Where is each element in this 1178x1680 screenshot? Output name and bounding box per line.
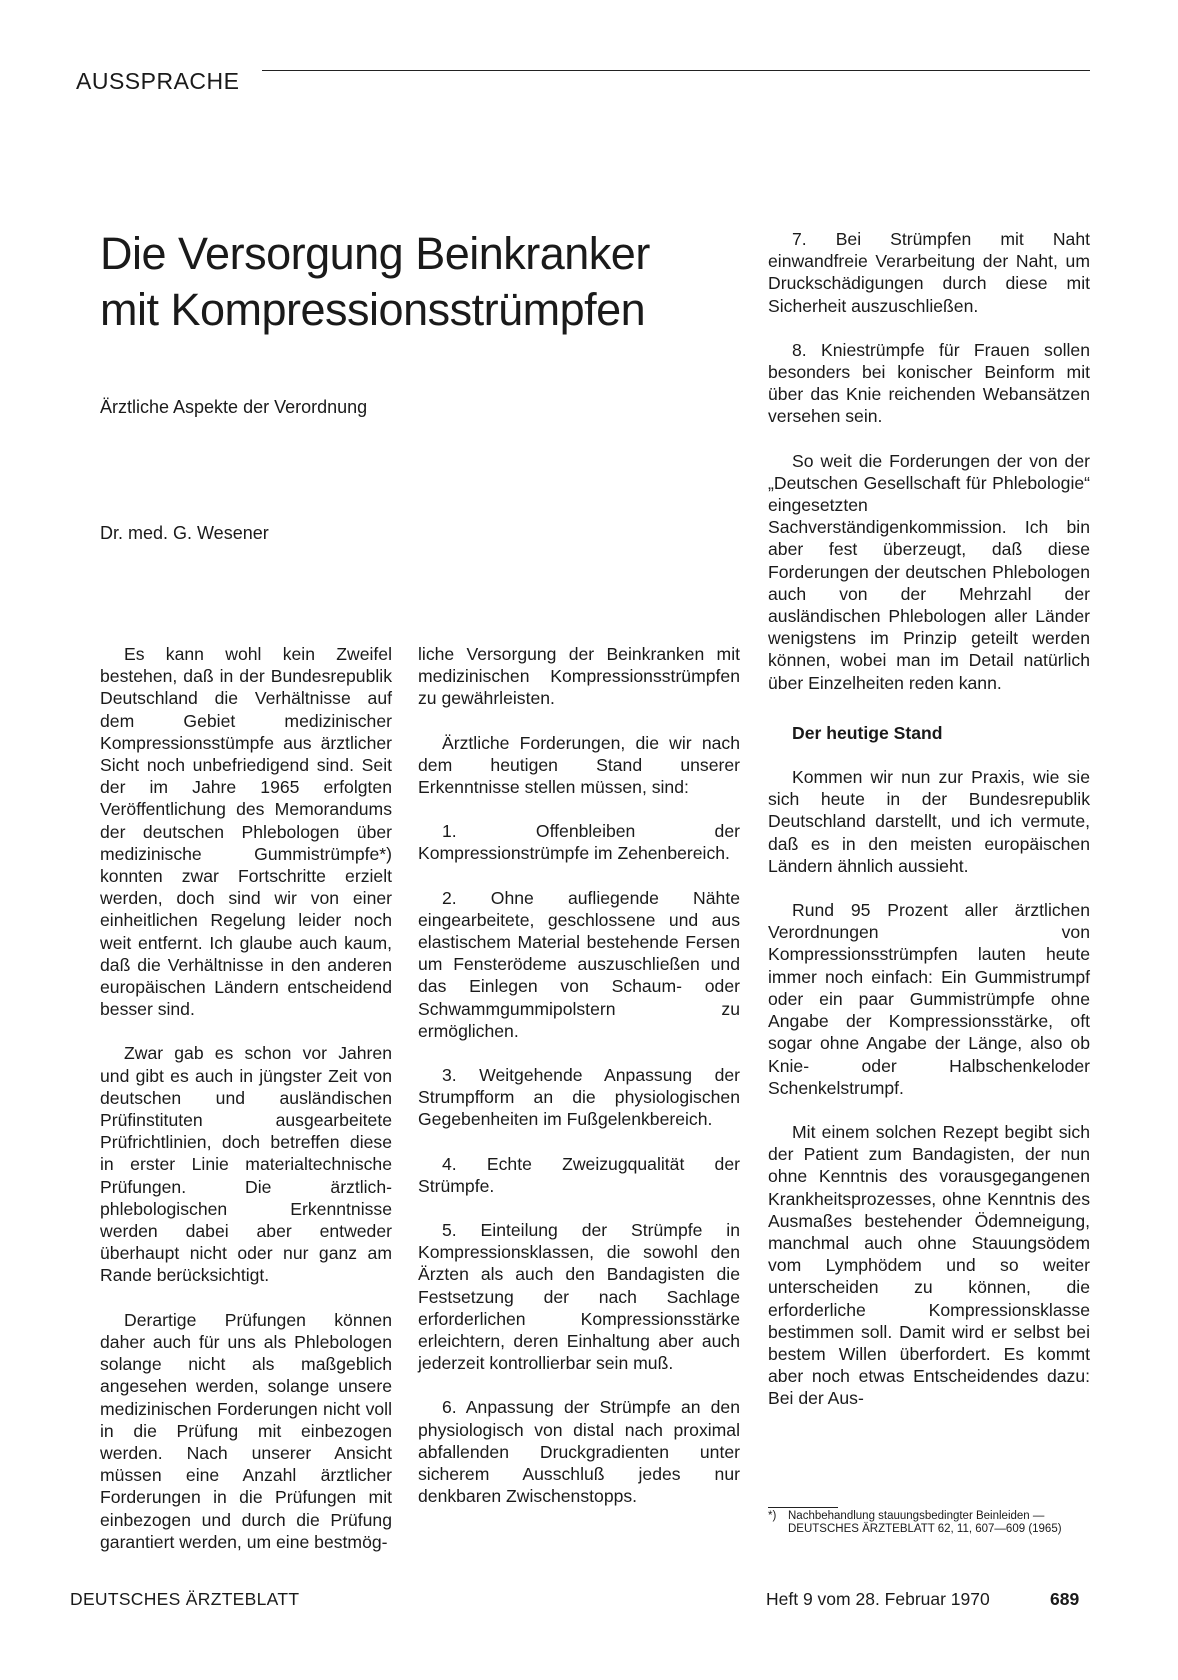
list-item: 1. Offenbleiben der Kompressionstrümpfe im Zehenbereich. <box>418 821 740 864</box>
list-item: 5. Einteilung der Strümpfe in Kompressionsklassen, die sowohl den Ärzten als auch den Bandagisten die Festsetzung der nach Sachlage erforderlichen Kompressionsstärke erleichtern, deren Einhaltung aber auch jederzeit kontrollierbar sein muß. <box>418 1220 740 1374</box>
page-number: 689 <box>1050 1589 1080 1609</box>
paragraph: Derartige Prüfungen können daher auch für uns als Phlebologen solange nicht als maßgeblich angesehen werden, solange unsere medizinischen Forderungen nicht voll in die Prüfung mit einbezogen werden. Nach unserer Ansicht müssen eine Anzahl ärztlicher Forderungen in die Prüfungen mit einbezogen und durch die Prüfung garantiert werden, um eine bestmög- <box>100 1309 392 1552</box>
paragraph: Zwar gab es schon vor Jahren und gibt es auch in jüngster Zeit von deutschen und ausländischen Prüfinstituten ausgearbeitete Prüfrichtlinien, doch betreffen diese in erster Linie materialtechnische Prüfungen. Die ärztlich-phlebologischen Erkenntnisse werden dabei aber entweder überhaupt nicht oder nur ganz am Rande berücksichtigt. <box>100 1043 392 1286</box>
paragraph: liche Versorgung der Beinkranken mit medizinischen Kompressionsstrümpfen zu gewährleisten. <box>418 644 740 709</box>
footnote-text: Nachbehandlung stauungsbedingter Beinleiden — DEUTSCHES ÄRZTEBLATT 62, 11, 607—609 (1965) <box>788 1510 1062 1535</box>
list-item: 8. Kniestrümpfe für Frauen sollen besonders bei konischer Beinform mit über das Knie reichenden Webansätzen versehen sein. <box>768 339 1090 427</box>
paragraph: Es kann wohl kein Zweifel bestehen, daß in der Bundesrepublik Deutschland die Verhältnisse auf dem Gebiet medizinischer Kompressionsstümpfe aus ärztlicher Sicht noch unbefriedigend sind. Seit der im Jahre 1965 erfolgten Veröffentlichung des Memorandums der deutschen Phlebologen über medizinische Gummistrümpfe*) konnten zwar Fortschritte erzielt werden, doch sind wir von einer einheitlichen Regelung leider noch weit entfernt. Ich glaube auch kaum, daß die Verhältnisse in den anderen europäischen Ländern entscheidend besser sind. <box>100 644 392 1020</box>
paragraph: Kommen wir nun zur Praxis, wie sie sich heute in der Bundesrepublik Deutschland darstellt, und ich vermute, daß es in den meisten europäischen Ländern ähnlich aussieht. <box>768 767 1090 876</box>
title-line-1: Die Versorgung Beinkranker <box>100 228 650 279</box>
article-title <box>100 226 740 338</box>
footer-issue: Heft 9 vom 28. Februar 1970 <box>766 1589 990 1609</box>
article-author: Dr. med. G. Wesener <box>100 523 269 543</box>
paragraph: Rund 95 Prozent aller ärztlichen Verordnungen von Kompressionsstrümpfen lauten heute immer noch einfach: Ein Gummistrumpf oder ein paar Gummistrümpfe ohne Angabe der Kompressionsstärke, oft sogar ohne Angabe der Länge, also ob Knie- oder Halbschenkeloder Schenkelstrumpf. <box>768 900 1090 1098</box>
paragraph: Mit einem solchen Rezept begibt sich der Patient zum Bandagisten, der nun ohne Kenntnis des vorausgegangenen Krankheitsprozesses, ohne Kenntnis des Ausmaßes bestehender Ödemneigung, manchmal auch ohne Stauungsödem vom Lymphödem und so weiter unterscheiden zu können, die erforderliche Kompressionsklasse bestimmen soll. Damit wird er selbst bei bestem Willen überfordert. Es kommt aber noch etwas Entscheidendes dazu: Bei der Aus- <box>768 1121 1090 1409</box>
footnote-mark: *) <box>768 1510 777 1522</box>
section-label: AUSSPRACHE <box>76 68 240 94</box>
article-subtitle: Ärztliche Aspekte der Verordnung <box>100 397 368 417</box>
footnote-rule <box>768 1507 838 1508</box>
text-column-1 <box>100 643 392 1575</box>
header-rule <box>262 70 1090 71</box>
title-line-2: mit Kompressionsstrümpfen <box>100 284 646 335</box>
text-column-3 <box>768 228 1090 1432</box>
footer-journal-name: DEUTSCHES ÄRZTEBLATT <box>70 1589 300 1609</box>
list-item: 3. Weitgehende Anpassung der Strumpfform an die physiologischen Gegebenheiten im Fußgelenkbereich. <box>418 1065 740 1130</box>
list-item: 6. Anpassung der Strümpfe an den physiologisch von distal nach proximal abfallenden Druckgradienten unter sicherem Ausschluß jedes nur denkbaren Zwischenstopps. <box>418 1397 740 1507</box>
section-subheading: Der heutige Stand <box>792 722 943 743</box>
list-item: 4. Echte Zweizugqualität der Strümpfe. <box>418 1153 740 1196</box>
paragraph: So weit die Forderungen der von der „Deutschen Gesellschaft für Phlebologie“ eingesetzten Sachverständigenkommission. Ich bin aber fest überzeugt, daß diese Forderungen der deutschen Phlebologen auch von der Mehrzahl der ausländischen Phlebologen aller Länder wenigstens im Prinzip geteilt werden können, wobei man im Detail natürlich über Einzelheiten reden kann. <box>768 450 1090 693</box>
paragraph: Ärztliche Forderungen, die wir nach dem heutigen Stand unserer Erkenntnisse stellen müssen, sind: <box>418 732 740 798</box>
list-item: 2. Ohne aufliegende Nähte eingearbeitete, geschlossene und aus elastischem Material bestehende Fersen um Fensterödeme auszuschließen und das Einlegen von Schaum- oder Schwammgummipolstern zu ermöglichen. <box>418 887 740 1041</box>
list-item: 7. Bei Strümpfen mit Naht einwandfreie Verarbeitung der Naht, um Druckschädigungen durch diese mit Sicherheit auszuschließen. <box>768 229 1090 316</box>
footnote <box>768 1510 1090 1536</box>
text-column-2 <box>418 643 740 1530</box>
